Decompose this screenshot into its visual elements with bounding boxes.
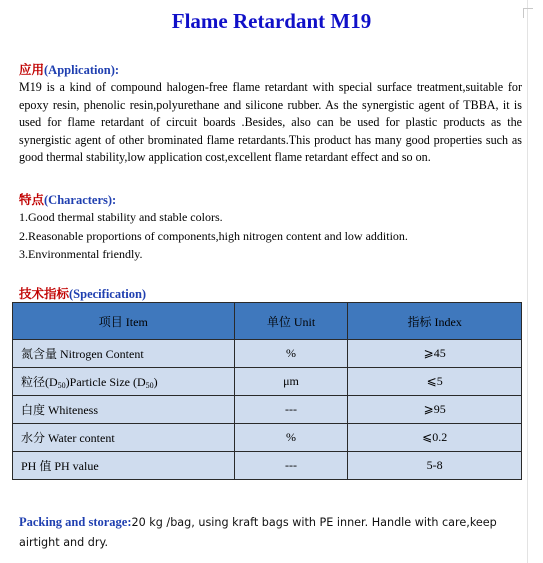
cell-item: PH 值 PH value (13, 452, 235, 480)
cell-unit: μm (234, 368, 348, 396)
margin-rule (527, 0, 528, 563)
cell-unit: % (234, 340, 348, 368)
characters-list (19, 208, 408, 264)
table-row (13, 396, 522, 424)
packing-label: Packing and storage: (19, 515, 132, 529)
cell-index: ⩽5 (348, 368, 522, 396)
subscript: 50 (145, 381, 154, 390)
specification-heading-en: (Specification) (69, 287, 147, 301)
cell-index: ⩾95 (348, 396, 522, 424)
table-header-row (13, 303, 522, 340)
specification-heading (19, 284, 146, 302)
application-text: M19 is a kind of compound halogen-free flame retardant with special surface treatment,suitable for epoxy resin, phenolic resin,polyurethane and silicone rubber. As the synergistic agent of TBBA, it is used for flame retardant of circuit boards .Besides, also can be used for plastic products as the synergistic agent of other brominated flame retardants.This product has many good properties such as good thermal stability,low application cost,excellent flame retardant effect and so on. (19, 80, 522, 165)
characters-item: 3.Environmental friendly. (19, 247, 143, 262)
cell-item: 氮含量 Nitrogen Content (13, 340, 235, 368)
cell-item (13, 368, 235, 396)
header-unit: 单位 Unit (234, 303, 348, 340)
header-item: 项目 Item (13, 303, 235, 340)
characters-heading (19, 190, 116, 208)
cell-index: 5-8 (348, 452, 522, 480)
cell-unit: % (234, 424, 348, 452)
cell-index: ⩾45 (348, 340, 522, 368)
application-heading-en: (Application): (44, 63, 120, 77)
page-title: Flame Retardant M19 (171, 9, 372, 33)
packing-storage (19, 512, 524, 553)
header-index: 指标 Index (348, 303, 522, 340)
specification-heading-cn: 技术指标 (19, 287, 70, 301)
characters-item: 1.Good thermal stability and stable colors. (19, 210, 223, 224)
cell-item-part: ) (153, 375, 158, 389)
cell-item: 白度 Whiteness (13, 396, 235, 424)
table-row (13, 452, 522, 480)
specification-table (12, 302, 522, 480)
application-heading-cn: 应用 (19, 63, 45, 77)
cell-item-part: )Particle Size (D (65, 375, 146, 389)
cell-unit: --- (234, 396, 348, 424)
characters-heading-cn: 特点 (19, 193, 45, 207)
table-row (13, 424, 522, 452)
cell-index: ⩽0.2 (348, 424, 522, 452)
table-row (13, 340, 522, 368)
characters-item: 2.Reasonable proportions of components,high nitrogen content and low addition. (19, 228, 408, 243)
application-heading (19, 60, 119, 78)
cell-unit: --- (234, 452, 348, 480)
subscript: 50 (57, 381, 66, 390)
cell-item: 水分 Water content (13, 424, 235, 452)
packing-text: 20 kg /bag, using kraft bags with PE inner. Handle with care,keep airtight and dry. (19, 516, 497, 549)
table-row (13, 368, 522, 396)
characters-heading-en: (Characters): (44, 193, 117, 207)
cell-item-part: 粒径(D (21, 375, 58, 389)
